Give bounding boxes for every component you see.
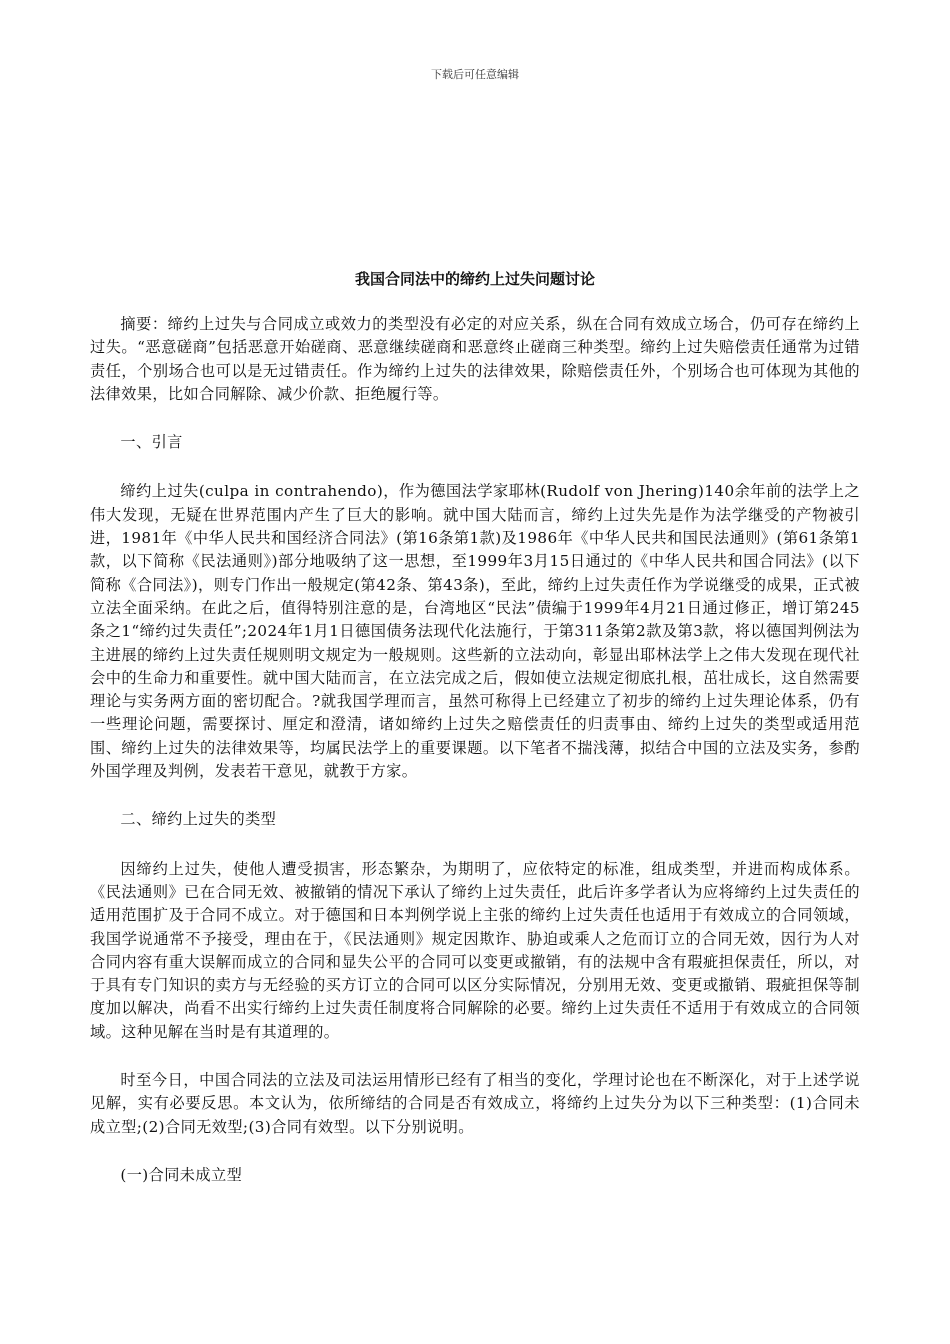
document-body — [90, 313, 860, 1213]
subsection-heading-contract-not-formed: (一)合同未成立型 — [120, 1165, 243, 1184]
document-title: 我国合同法中的缔约上过失问题讨论 — [354, 270, 595, 288]
abstract-paragraph: 摘要：缔约上过失与合同成立或效力的类型没有必定的对应关系，纵在合同有效成立场合，仍可存在缔约上过失。“恶意磋商”包括恶意开始磋商、恶意继续磋商和恶意终止磋商三种类型。缔约上过失赔偿责任通常为过错责任，个别场合也可以是无过错责任。作为缔约上过失的法律效果，除赔偿责任外，个别场合也可体现为其他的法律效果，比如合同解除、减少价款、拒绝履行等。 — [90, 315, 860, 403]
section-heading-introduction: 一、引言 — [120, 433, 183, 452]
types-paragraph-2: 时至今日，中国合同法的立法及司法运用情形已经有了相当的变化，学理讨论也在不断深化，对于上述学说见解，实有必要反思。本文认为，依所缔结的合同是否有效成立，将缔约上过失分为以下三种类型：(1)合同未成立型;(2)合同无效型;(3)合同有效型。以下分别说明。 — [90, 1071, 860, 1136]
types-paragraph-1: 因缔约上过失，使他人遭受损害，形态繁杂，为期明了，应依特定的标准，组成类型，并进而构成体系。《民法通则》已在合同无效、被撤销的情况下承认了缔约上过失责任，此后许多学者认为应将缔约上过失责任的适用范围扩及于合同不成立。对于德国和日本判例学说上主张的缔约上过失责任也适用于有效成立的合同领域，我国学说通常不予接受，理由在于，《民法通则》规定因欺诈、胁迫或乘人之危而订立的合同无效，因行为人对合同内容有重大误解而成立的合同和显失公平的合同可以变更或撤销，有的法规中含有瑕疵担保责任，所以，对于具有专门知识的卖方与无经验的买方订立的合同可以区分实际情况，分别用无效、变更或撤销、瑕疵担保等制度加以解决，尚看不出实行缔约上过失责任制度将合同解除的必要。缔约上过失责任不适用于有效成立的合同领域。这种见解在当时是有其道理的。 — [90, 859, 860, 1041]
page-header-note: 下载后可任意编辑 — [431, 68, 519, 81]
section-heading-types: 二、缔约上过失的类型 — [120, 810, 277, 829]
introduction-paragraph: 缔约上过失(culpa in contrahendo)，作为德国法学家耶林(Rudolf von Jhering)140余年前的法学上之伟大发现，无疑在世界范围内产生了巨大的影响。就中国大陆而言，缔约上过失先是作为法学继受的产物被引进，1981年《中华人民共和国经济合同法》(第16条第1款)及1986年《中华人民共和国民法通则》(第61条第1款，以下简称《民法通则》)部分地吸纳了这一思想，至1999年3月15日通过的《中华人民共和国合同法》(以下简称《合同法》)，则专门作出一般规定(第42条、第43条)，至此，缔约上过失责任作为学说继受的成果，正式被立法全面采纳。在此之后，值得特别注意的是，台湾地区“民法”债编于1999年4月21日通过修正，增订第245条之1“缔约过失责任”;2024年1月1日德国债务法现代化法施行，于第311条第2款及第3款，将以德国判例法为主进展的缔约上过失责任规则明文规定为一般规则。这些新的立法动向，彰显出耶林法学上之伟大发现在现代社会中的生命力和重要性。就中国大陆而言，在立法完成之后，假如使立法规定彻底扎根，茁壮成长，这自然需要理论与实务两方面的密切配合。?就我国学理而言，虽然可称得上已经建立了初步的缔约上过失理论体系，仍有一些理论问题，需要探讨、厘定和澄清，诸如缔约上过失之赔偿责任的归责事由、缔约上过失的类型或适用范围、缔约上过失的法律效果等，均属民法学上的重要课题。以下笔者不揣浅薄，拟结合中国的立法及实务，参酌外国学理及判例，发表若干意见，就教于方家。 — [90, 482, 860, 781]
